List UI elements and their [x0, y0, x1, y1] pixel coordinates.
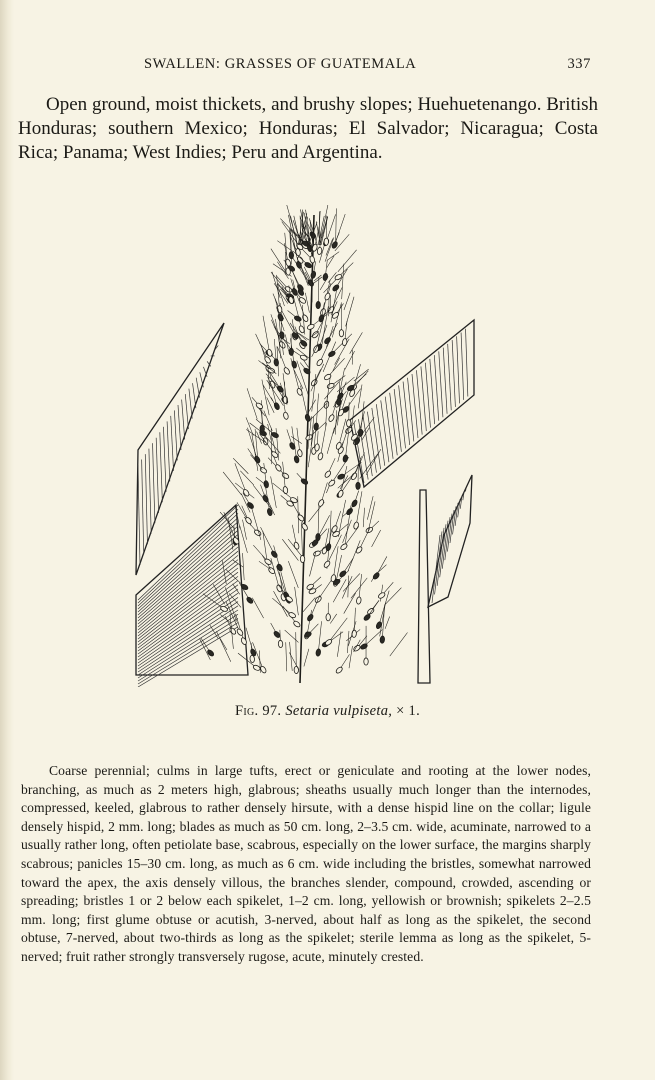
page-edge-shadow [0, 0, 14, 1080]
running-head [20, 56, 595, 76]
botanical-illustration [128, 205, 488, 687]
species-description [21, 762, 591, 967]
page-number: 337 [567, 56, 591, 72]
running-head-title: SWALLEN: GRASSES OF GUATEMALA [144, 56, 417, 72]
figure-label: Fig. 97. [234, 703, 282, 719]
intro-paragraph [18, 93, 598, 165]
species-name: Setaria vulpiseta, [285, 703, 393, 719]
scale-note: × 1. [396, 703, 421, 719]
figure-caption [0, 703, 655, 720]
intro-text: Open ground, moist thickets, and brushy slopes; Huehuetenango. British Honduras; southern Mexico; Honduras; El Salvador; Nicaragua; Costa Rica; Panama; West Indies; Peru and Argentina. [18, 94, 598, 163]
description-text: Coarse perennial; culms in large tufts, erect or geniculate and rooting at the lower nodes, branching, as much as 2 meters high, glabrous; sheaths usually much longer than the internodes, compressed, keeled, glabrous to rather densely hirsute, with a dense hispid line on the collar; ligule densely hispid, 2 mm. long; blades as much as 50 cm. long, 2–3.5 cm. wide, acuminate, narrowed to a usually rather long, often petiolate base, scabrous, especially on the lower surface, the margins sharply scabrous; panicles 15–30 cm. long, as much as 6 cm. wide including the bristles, somewhat narrowed toward the apex, the axis densely villous, the branches slender, compound, crowded, ascending or spreading; bristles 1 or 2 below each spikelet, 1–2 cm. long, yellowish or brownish; spikelets 2–2.5 mm. long; first glume obtuse or acutish, 3-nerved, about half as long as the spikelet, the second obtuse, 7-nerved, about two-thirds as long as the spikelet; sterile lemma as long as the spikelet, 5-nerved; fruit rather strongly transversely rugose, acute, minutely crested. [21, 763, 591, 964]
setaria-vulpiseta-drawing [128, 205, 488, 687]
